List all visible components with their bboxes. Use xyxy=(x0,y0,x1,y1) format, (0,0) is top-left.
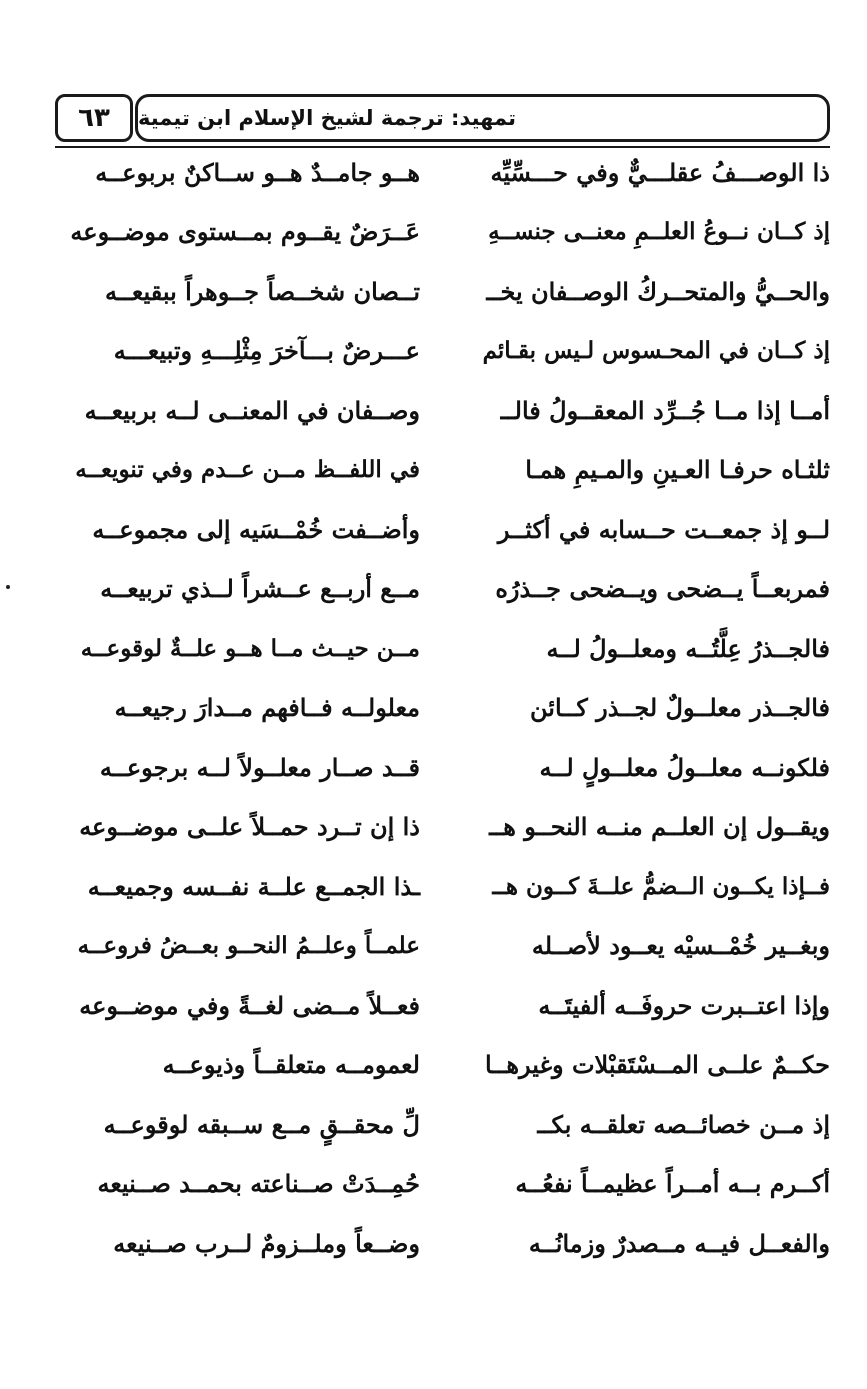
verse-line xyxy=(70,499,830,559)
verse-line xyxy=(70,737,830,797)
first-hemistich: ويقــول إن العلــم منــه النحــو هــ xyxy=(489,812,830,841)
verse-line xyxy=(70,797,830,857)
first-hemistich: فالجــذر معلــولٌ لجــذر كــائن xyxy=(530,693,830,722)
first-hemistich: فلكونــه معلــولُ معلــولٍ لــه xyxy=(539,752,830,782)
second-hemistich: مــن حيــث مــا هــو علــةٌ لوقوعــه xyxy=(80,634,420,662)
running-title-box xyxy=(135,94,830,142)
poem-body xyxy=(70,142,830,1273)
verse-line xyxy=(70,975,830,1035)
first-hemistich: أمــا إذا مــا جُــرِّد المعقــولُ فالــ xyxy=(500,395,830,425)
first-hemistich: إذ كــان في المحـسوس لـيس بقـائم xyxy=(482,337,830,364)
first-hemistich: والفعــل فيــه مــصدرٌ وزمانُــه xyxy=(528,1228,830,1258)
verse-line xyxy=(70,440,830,500)
second-hemistich: وصــفان في المعنــى لــه بربيعــه xyxy=(84,395,420,425)
first-hemistich: لــو إذ جمعــت حــسابه في أكثــر xyxy=(497,514,830,544)
second-hemistich: علمــاً وعلــمُ النحــو بعــضُ فروعــه xyxy=(77,932,420,959)
first-hemistich: ثلثـاه حرفـا العـينِ والمـيمِ همـا xyxy=(525,455,830,484)
second-hemistich: حُمِــدَتْ صــناعته بحمــد صــنيعه xyxy=(97,1169,420,1198)
second-hemistich: لعمومــه متعلقــاً وذيوعــه xyxy=(162,1050,420,1079)
first-hemistich: والحــيُّ والمتحــركُ الوصــفان يخــ xyxy=(486,276,830,306)
second-hemistich: ذا إن تــرد حمــلاً علــى موضــوعه xyxy=(79,812,420,841)
second-hemistich: في اللفــظ مــن عــدم وفي تنويعــه xyxy=(75,456,420,483)
verse-line xyxy=(70,142,830,202)
verse-line xyxy=(70,1094,830,1154)
second-hemistich: تــصان شخــصاً جــوهراً ببقيعــه xyxy=(104,276,420,306)
verse-line xyxy=(70,321,830,381)
margin-speck xyxy=(6,585,10,589)
verse-line xyxy=(70,1035,830,1095)
verse-line xyxy=(70,678,830,738)
verse-line xyxy=(70,202,830,262)
second-hemistich: هــو جامــدٌ هــو ســاكنٌ بربوعــه xyxy=(95,157,420,187)
first-hemistich: إذ كــان نــوعُ العلــمِ معنــى جنســهِ xyxy=(488,218,830,245)
verse-line xyxy=(70,856,830,916)
verse-line xyxy=(70,261,830,321)
second-hemistich: وأضــفت خُمْــسَيه إلى مجموعــه xyxy=(92,514,420,544)
page-number-box xyxy=(55,94,133,142)
verse-line xyxy=(70,1213,830,1273)
first-hemistich: أكــرم بــه أمــراً عظيمــاً نفعُــه xyxy=(515,1169,830,1198)
first-hemistich: ذا الوصـــفُ عقلـــيٌّ وفي حـــسِّيِّه xyxy=(490,157,830,187)
second-hemistich: معلولــه فــافهم مــدارَ رجيعــه xyxy=(114,693,420,722)
second-hemistich: عَــرَضٌ يقــوم بمــستوى موضــوعه xyxy=(70,217,420,246)
first-hemistich: فــإذا يكــون الــضمُّ علــةَ كــون هــ xyxy=(492,872,830,900)
second-hemistich: وضــعاً وملــزومٌ لــرب صــنيعه xyxy=(113,1228,420,1258)
first-hemistich: وبغــير خُمْــسيْه يعــود لأصــله xyxy=(531,931,830,960)
running-title: تمهيد: ترجمة لشيخ الإسلام ابن تيمية xyxy=(138,106,516,130)
verse-line xyxy=(70,559,830,619)
page-header xyxy=(55,94,830,146)
second-hemistich: مــع أربــع عــشراً لــذي تربيعــه xyxy=(100,574,420,603)
first-hemistich: فمربعــاً يــضحى ويــضحى جــذرُه xyxy=(495,574,830,603)
second-hemistich: قــد صــار معلــولاً لــه برجوعــه xyxy=(99,752,420,782)
second-hemistich: ـذا الجمــع علــة نفــسه وجميعــه xyxy=(87,871,420,901)
first-hemistich: إذ مــن خصائــصه تعلقــه بكــ xyxy=(537,1109,830,1139)
second-hemistich: عـــرضٌ بـــآخرَ مِثْلِـــهِ وتبيعـــه xyxy=(113,336,420,365)
first-hemistich: حكــمٌ علــى المــسْتَقبْلات وغيرهــا xyxy=(484,1050,830,1079)
verse-line xyxy=(70,1154,830,1214)
first-hemistich: فالجــذرُ عِلَّتُــه ومعلــولُ لــه xyxy=(546,633,830,663)
second-hemistich: فعــلاً مــضى لغــةً وفي موضــوعه xyxy=(79,990,420,1020)
first-hemistich: وإذا اعتــبرت حروفَــه ألفيتَــه xyxy=(538,990,830,1020)
verse-line xyxy=(70,380,830,440)
second-hemistich: لِّ محقــقٍ مــع ســبقه لوقوعــه xyxy=(103,1109,420,1139)
page-number: ٦٣ xyxy=(78,103,110,133)
verse-line xyxy=(70,916,830,976)
verse-line xyxy=(70,618,830,678)
